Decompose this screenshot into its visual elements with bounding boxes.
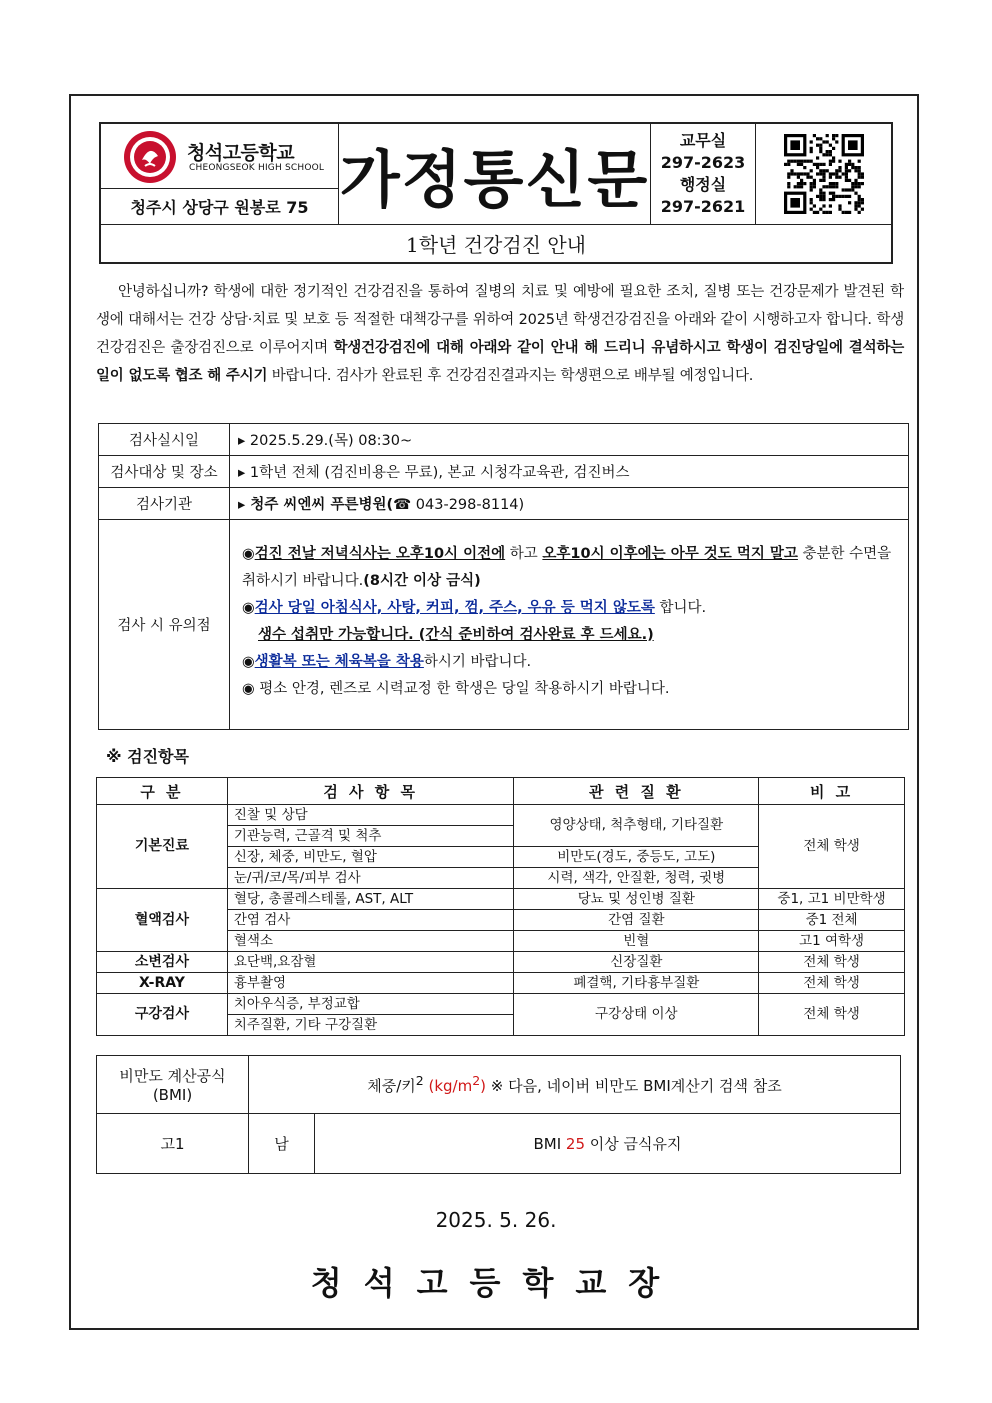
table-cell: 전체 학생 <box>759 805 905 889</box>
table-cell: 중1, 고1 비만학생 <box>759 889 905 910</box>
col-header-item: 검 사 항 목 <box>227 778 514 805</box>
bmi-sex: 남 <box>249 1114 315 1174</box>
table-cell: 혈당, 총콜레스테롤, AST, ALT <box>227 889 514 910</box>
note-2 <box>232 595 906 622</box>
intro-paragraph <box>96 278 904 390</box>
principal-signature: 청석고등학교장 <box>310 1264 682 1302</box>
org-phone: ☎ 043-298-8114) <box>393 497 525 513</box>
unit-b: ) <box>480 1077 487 1095</box>
table-cell: 치아우식증, 부정교합 <box>227 994 514 1015</box>
letter-subtitle: 1학년 건강검진 안내 <box>101 224 891 262</box>
school-emblem-icon <box>123 130 177 184</box>
crit-a: BMI <box>533 1135 566 1153</box>
table-cell: 빈혈 <box>514 931 759 952</box>
office1-label: 교무실 <box>679 131 727 150</box>
bmi-formula <box>249 1056 901 1114</box>
col-header-category: 구 분 <box>97 778 228 805</box>
qr-code-icon[interactable] <box>784 134 864 214</box>
table-cell: 흉부촬영 <box>227 973 514 994</box>
table-cell: 혈색소 <box>227 931 514 952</box>
note-1 <box>232 541 906 595</box>
exam-info-table <box>98 423 909 730</box>
note1-b: 하고 <box>505 545 543 562</box>
table-cell: 진찰 및 상담 <box>227 805 514 826</box>
table-cell: 전체 학생 <box>759 994 905 1036</box>
exam-org-value <box>230 488 909 520</box>
note2-c: 생수 섭취만 가능합니다. (간식 준비하여 검사완료 후 드세요.) <box>258 626 654 643</box>
table-cell: 신장, 체중, 비만도, 혈압 <box>227 847 514 868</box>
school-address: 청주시 상당구 원봉로 75 <box>101 189 339 224</box>
bmi-criterion <box>315 1114 901 1174</box>
group-oral: 구강검사 <box>97 994 228 1036</box>
office1-phone: 297-2623 <box>660 153 746 172</box>
school-name-ko: 청석고등학교 <box>187 142 295 164</box>
note1-c: 오후10시 이후에는 아무 것도 먹지 말고 <box>542 545 798 562</box>
table-cell: 전체 학생 <box>759 952 905 973</box>
table-row <box>97 973 905 994</box>
table-row <box>97 805 905 826</box>
school-logo-cell <box>101 124 339 189</box>
unit-a: (kg/m <box>428 1077 473 1095</box>
group-basic: 기본진료 <box>97 805 228 889</box>
col-header-note: 비 고 <box>759 778 905 805</box>
note-2-cont <box>232 622 906 649</box>
table-cell: 전체 학생 <box>759 973 905 994</box>
table-cell: 고1 여학생 <box>759 931 905 952</box>
exam-date-label: 검사실시일 <box>99 424 230 456</box>
table-row <box>97 952 905 973</box>
table-cell: 요단백,요잠혈 <box>227 952 514 973</box>
intro-bold-text: 학생건강검진에 대해 아래와 같이 안내 해 드리니 유념하시고 학생이 검진당일에 결석하는 일이 없도록 협조 해 주시기 <box>96 340 905 384</box>
bmi-table <box>96 1055 901 1174</box>
bmi-label <box>97 1056 249 1114</box>
crit-b: 이상 금식유지 <box>585 1135 682 1153</box>
issue-date: 2025. 5. 26. <box>435 1208 557 1232</box>
table-cell: 폐결핵, 기타흉부질환 <box>514 973 759 994</box>
table-cell: 당뇨 및 성인병 질환 <box>514 889 759 910</box>
col-header-disease: 관 련 질 환 <box>514 778 759 805</box>
note-4: ◉ 평소 안경, 렌즈로 시력교정 한 학생은 당일 착용하시기 바랍니다. <box>242 680 670 697</box>
table-cell: 기관능력, 근골격 및 척추 <box>227 826 514 847</box>
group-blood: 혈액검사 <box>97 889 228 952</box>
exam-org-label: 검사기관 <box>99 488 230 520</box>
qr-code-cell <box>756 124 891 224</box>
table-cell: 간염 검사 <box>227 910 514 931</box>
bmi-label-2: (BMI) <box>152 1086 193 1104</box>
table-cell: 영양상태, 척추형태, 기타질환 <box>514 805 759 847</box>
note3-b: 하시기 바랍니다. <box>423 653 532 670</box>
office2-phone: 297-2621 <box>660 197 746 216</box>
table-cell: 시력, 색각, 안질환, 청력, 귓병 <box>514 868 759 889</box>
exam-target-value: ▸ 1학년 전체 (검진비용은 무료), 본교 시청각교육관, 검진버스 <box>230 456 909 488</box>
formula-b: ※ 다음, 네이버 비만도 BMI계산기 검색 참조 <box>486 1077 782 1095</box>
note1-e: (8시간 이상 금식) <box>363 572 481 589</box>
group-xray: X-RAY <box>97 973 228 994</box>
note1-a: 검진 전날 저녁식사는 오후10시 이전에 <box>254 545 506 562</box>
table-cell: 간염 질환 <box>514 910 759 931</box>
bullet-icon: ◉ <box>242 545 255 562</box>
exam-notes-value <box>230 520 909 730</box>
bmi-label-1: 비만도 계산공식 <box>119 1067 226 1085</box>
note3-a: 생활복 또는 체육복을 착용 <box>254 653 424 670</box>
letter-title: 가정통신문 <box>339 124 651 224</box>
intro-text-2: 바랍니다. 검사가 완료된 후 건강검진결과지는 학생편으로 배부될 예정입니다. <box>267 368 754 384</box>
bullet-icon: ◉ <box>242 599 255 616</box>
exam-notes-label: 검사 시 유의점 <box>99 520 230 730</box>
table-row <box>97 889 905 910</box>
table-cell: 중1 전체 <box>759 910 905 931</box>
table-cell: 구강상태 이상 <box>514 994 759 1036</box>
table-cell: 눈/귀/코/목/피부 검사 <box>227 868 514 889</box>
contact-phones <box>651 124 756 224</box>
items-section-title: ※ 검진항목 <box>106 747 189 766</box>
group-urine: 소변검사 <box>97 952 228 973</box>
crit-num: 25 <box>565 1135 586 1153</box>
org-name: ▸ 청주 씨엔씨 푸른병원( <box>238 497 394 513</box>
intro-text-1: 안녕하십니까? 학생에 대한 정기적인 건강검진을 통하여 질병의 치료 및 예방에 필요한 조치, 질병 또는 건강문제가 발견된 학생에 대해서는 건강 상담·치료 및 보호 등 적절한 대책강구를 위하여 2025년 학생건강검진을 아래와 같이 시행하고자 합니다. 학생건강검진은 출장검진으로 이루어지며 <box>96 284 904 356</box>
formula-unit <box>428 1073 487 1095</box>
school-name-en: CHEONGSEOK HIGH SCHOOL <box>189 163 325 173</box>
note1-d: 충분한 수면을 취하시기 바랍니다. <box>242 545 892 589</box>
note2-a: 검사 당일 아침식사, 사탕, 커피, 껌, 주스, 우유 등 먹지 않도록 <box>254 599 655 616</box>
note2-b: 합니다. <box>654 599 707 616</box>
bmi-grade: 고1 <box>97 1114 249 1174</box>
table-cell: 신장질환 <box>514 952 759 973</box>
unit-sup: 2 <box>472 1073 481 1088</box>
formula-sup: 2 <box>415 1073 424 1088</box>
letter-header <box>99 122 893 264</box>
note-3 <box>232 649 906 676</box>
exam-date-value: ▸ 2025.5.29.(목) 08:30~ <box>230 424 909 456</box>
exam-target-label: 검사대상 및 장소 <box>99 456 230 488</box>
table-row <box>97 994 905 1015</box>
table-cell: 치주질환, 기타 구강질환 <box>227 1015 514 1036</box>
office2-label: 행정실 <box>679 175 727 194</box>
bullet-icon: ◉ <box>242 653 255 670</box>
table-cell: 비만도(경도, 중등도, 고도) <box>514 847 759 868</box>
formula-a: 체중/키 <box>367 1077 416 1095</box>
exam-items-table <box>96 777 905 1036</box>
